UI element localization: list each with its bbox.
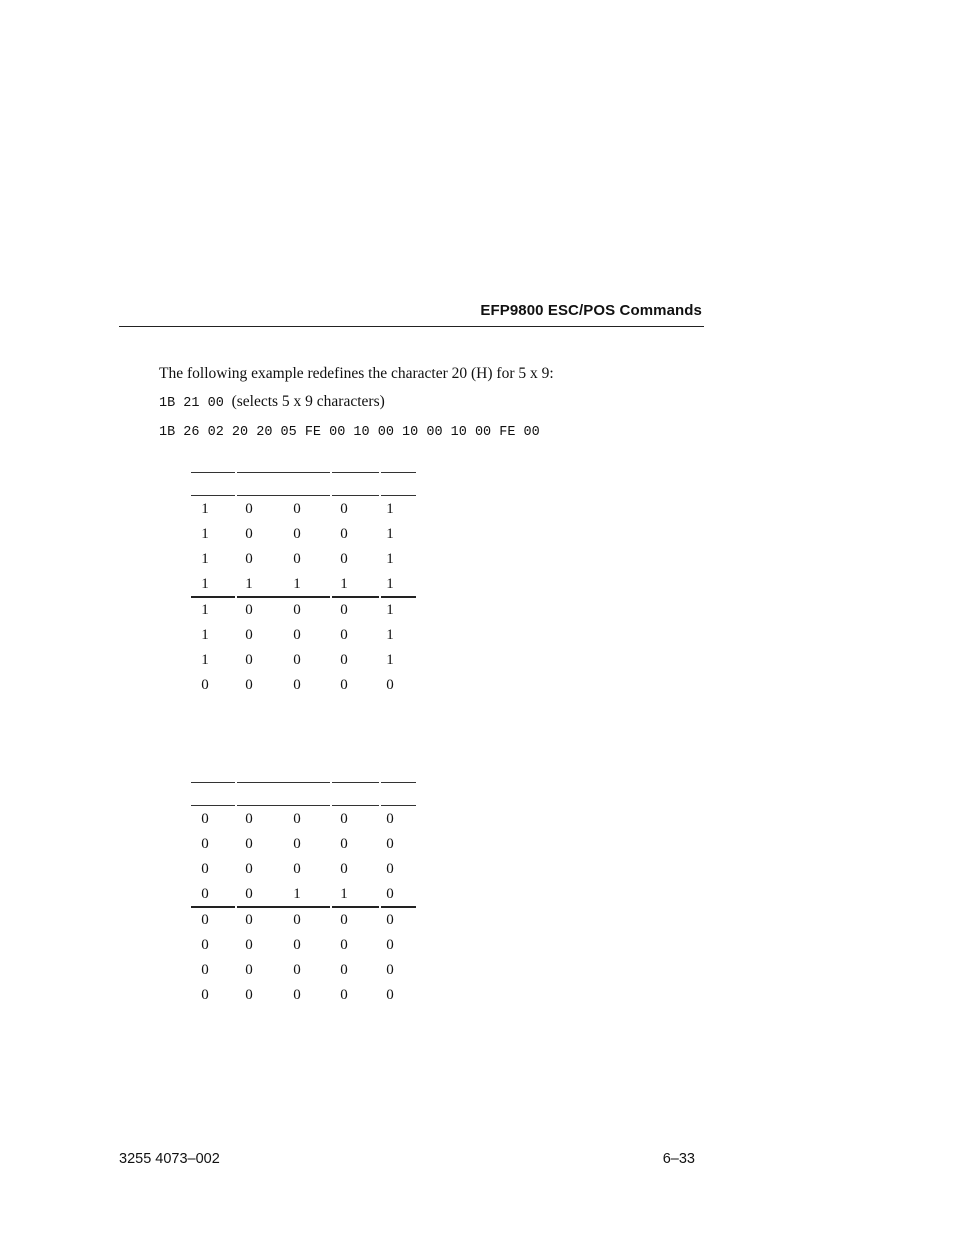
bit-cell: 0	[340, 987, 348, 1003]
grid-header-rule-2	[237, 805, 330, 806]
bit-cell: 0	[245, 627, 253, 643]
bit-cell: 0	[293, 501, 301, 517]
grid-mid-rule-4	[381, 906, 416, 908]
bit-cell: 0	[201, 861, 209, 877]
bit-cell: 0	[386, 811, 394, 827]
bit-cell: 0	[201, 836, 209, 852]
bit-cell: 0	[340, 677, 348, 693]
bit-cell: 0	[386, 677, 394, 693]
bit-cell: 0	[245, 602, 253, 618]
command-note-1: (selects 5 x 9 characters)	[231, 393, 385, 410]
footer-doc-number: 3255 4073–002	[119, 1151, 220, 1167]
bit-cell: 0	[340, 627, 348, 643]
bit-cell: 0	[340, 811, 348, 827]
bit-cell: 0	[386, 937, 394, 953]
grid-header-rule-1	[191, 805, 235, 806]
bit-cell: 0	[245, 861, 253, 877]
grid-top-rule-4	[381, 472, 416, 473]
bit-cell: 0	[201, 937, 209, 953]
bit-cell: 1	[201, 526, 209, 542]
grid-top-rule-1	[191, 782, 235, 783]
grid-top-rule-2	[237, 472, 330, 473]
bit-cell: 0	[245, 937, 253, 953]
grid-mid-rule-3	[332, 906, 379, 908]
bit-cell: 0	[245, 987, 253, 1003]
bit-cell: 0	[201, 811, 209, 827]
bit-cell: 0	[293, 937, 301, 953]
grid-header-rule-3	[332, 495, 379, 496]
bit-cell: 0	[293, 962, 301, 978]
bit-cell: 0	[201, 912, 209, 928]
bit-cell: 0	[293, 526, 301, 542]
grid-top-rule-4	[381, 782, 416, 783]
bit-cell: 1	[201, 576, 209, 592]
grid-header-rule-2	[237, 495, 330, 496]
bit-cell: 1	[293, 886, 301, 902]
bit-cell: 0	[340, 551, 348, 567]
grid-header-rule-1	[191, 495, 235, 496]
bit-cell: 1	[386, 602, 394, 618]
command-code-1: 1B 21 00	[159, 396, 224, 411]
bit-cell: 0	[245, 652, 253, 668]
bit-cell: 1	[201, 652, 209, 668]
grid-top-rule-2	[237, 782, 330, 783]
bit-cell: 0	[293, 652, 301, 668]
bit-cell: 0	[386, 861, 394, 877]
bit-cell: 0	[245, 811, 253, 827]
page-header-title: EFP9800 ESC/POS Commands	[480, 302, 702, 319]
grid-header-rule-4	[381, 805, 416, 806]
bit-grid-2	[191, 772, 416, 1012]
command-line-2	[159, 422, 540, 440]
bit-cell: 0	[340, 836, 348, 852]
bit-cell: 0	[245, 501, 253, 517]
grid-mid-rule-2	[237, 906, 330, 908]
bit-cell: 0	[340, 937, 348, 953]
bit-cell: 1	[340, 576, 348, 592]
bit-cell: 0	[340, 861, 348, 877]
bit-cell: 0	[293, 627, 301, 643]
bit-cell: 0	[293, 677, 301, 693]
grid-mid-rule-4	[381, 596, 416, 598]
bit-cell: 0	[293, 861, 301, 877]
bit-cell: 0	[245, 912, 253, 928]
bit-cell: 1	[386, 652, 394, 668]
bit-cell: 0	[293, 811, 301, 827]
bit-cell: 0	[245, 836, 253, 852]
intro-text: The following example redefines the character 20 (H) for 5 x 9:	[159, 365, 554, 382]
bit-cell: 0	[386, 962, 394, 978]
bit-cell: 0	[293, 987, 301, 1003]
bit-cell: 0	[201, 962, 209, 978]
bit-cell: 1	[201, 501, 209, 517]
command-code-2: 1B 26 02 20 20 05 FE 00 10 00 10 00 10 00 FE 00	[159, 425, 540, 440]
bit-cell: 1	[293, 576, 301, 592]
bit-cell: 0	[293, 836, 301, 852]
bit-cell: 0	[245, 962, 253, 978]
grid-mid-rule-2	[237, 596, 330, 598]
bit-cell: 0	[293, 912, 301, 928]
bit-cell: 0	[386, 912, 394, 928]
bit-cell: 0	[245, 526, 253, 542]
bit-cell: 0	[340, 962, 348, 978]
bit-cell: 1	[201, 551, 209, 567]
grid-header-rule-3	[332, 805, 379, 806]
bit-cell: 1	[201, 602, 209, 618]
bit-cell: 1	[386, 551, 394, 567]
grid-top-rule-3	[332, 782, 379, 783]
bit-cell: 1	[386, 526, 394, 542]
grid-mid-rule-3	[332, 596, 379, 598]
grid-top-rule-1	[191, 472, 235, 473]
command-line-1	[159, 393, 385, 411]
grid-header-rule-4	[381, 495, 416, 496]
bit-grid-1	[191, 462, 416, 702]
bit-cell: 1	[386, 576, 394, 592]
bit-cell: 0	[245, 551, 253, 567]
footer-page-number: 6–33	[662, 1151, 695, 1167]
bit-cell: 1	[201, 627, 209, 643]
bit-cell: 0	[386, 836, 394, 852]
bit-cell: 0	[340, 526, 348, 542]
bit-cell: 0	[340, 912, 348, 928]
bit-cell: 0	[293, 602, 301, 618]
header-rule	[119, 326, 704, 327]
bit-cell: 0	[293, 551, 301, 567]
bit-cell: 0	[340, 602, 348, 618]
bit-cell: 1	[386, 501, 394, 517]
bit-cell: 0	[386, 886, 394, 902]
bit-cell: 0	[201, 886, 209, 902]
bit-cell: 1	[340, 886, 348, 902]
bit-cell: 1	[386, 627, 394, 643]
bit-cell: 0	[340, 501, 348, 517]
bit-cell: 0	[340, 652, 348, 668]
bit-cell: 0	[201, 677, 209, 693]
bit-cell: 1	[245, 576, 253, 592]
bit-cell: 0	[245, 677, 253, 693]
grid-mid-rule-1	[191, 596, 235, 598]
bit-cell: 0	[386, 987, 394, 1003]
bit-cell: 0	[245, 886, 253, 902]
grid-mid-rule-1	[191, 906, 235, 908]
grid-top-rule-3	[332, 472, 379, 473]
bit-cell: 0	[201, 987, 209, 1003]
